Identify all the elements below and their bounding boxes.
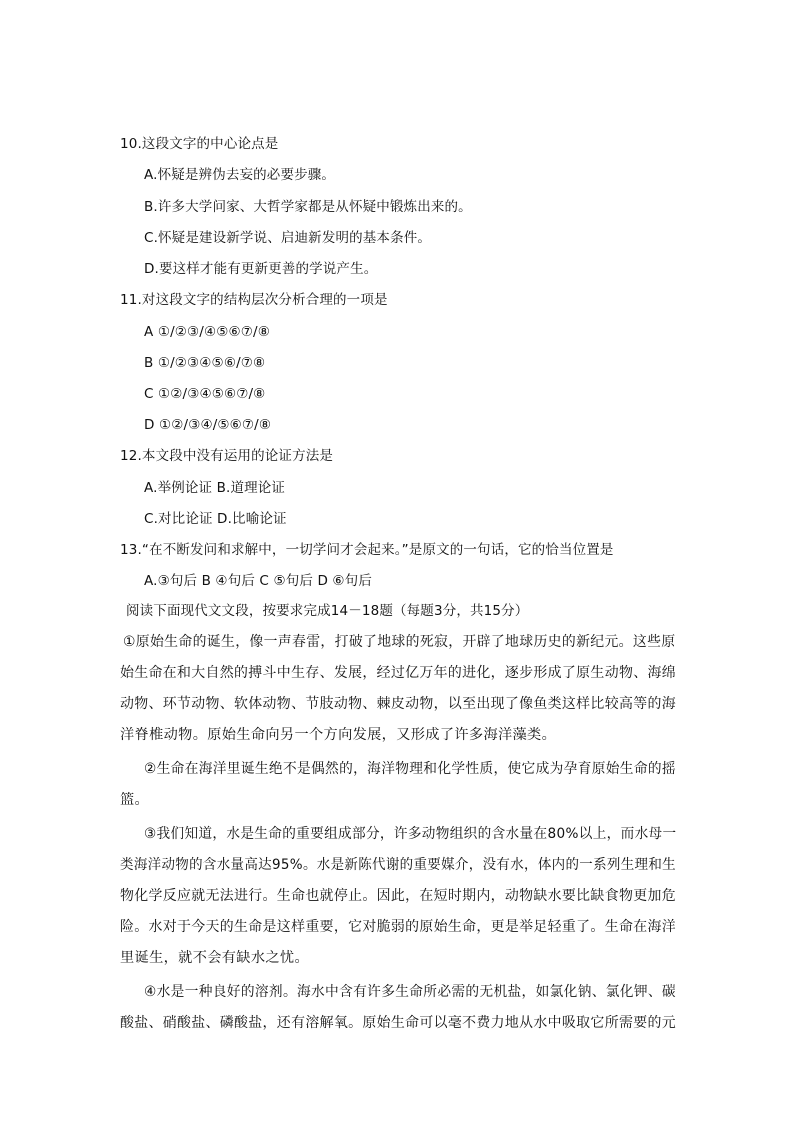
- paragraph-1-line: 始生命在和大自然的搏斗中生存、发展，经过亿万年的进化，逐步形成了原生动物、海绵: [120, 665, 676, 681]
- paragraph-4-line: ④水是一种良好的溶剂。海水中含有许多生命所必需的无机盐，如氯化钠、氯化钾、碳: [144, 984, 676, 1000]
- paragraph-1-line: ①原始生命的诞生，像一声春雷，打破了地球的死寂，开辟了地球历史的新纪元。这些原: [123, 634, 676, 650]
- question-10-option-d: D.要这样才能有更新更善的学说产生。: [144, 261, 378, 277]
- question-12-options-cd: C.对比论证 D.比喻论证: [144, 511, 287, 527]
- paragraph-3-line: 险。水对于今天的生命是这样重要，它对脆弱的原始生命，更是举足轻重了。生命在海洋: [120, 919, 676, 935]
- paragraph-3-line: 里诞生，就不会有缺水之忧。: [120, 950, 309, 966]
- question-13-options: A.③句后 B ④句后 C ⑤句后 D ⑥句后: [144, 573, 372, 589]
- paragraph-3-line: 物化学反应就无法进行。生命也就停止。因此，在短时期内，动物缺水要比缺食物更加危: [120, 888, 676, 904]
- question-11-option-d: D ①②/③④/⑤⑥⑦/⑧: [144, 417, 272, 433]
- question-11-option-c: C ①②/③④⑤⑥⑦/⑧: [144, 386, 266, 402]
- reading-intro: 阅读下面现代文文段，按要求完成14－18题（每题3分，共15分）: [126, 603, 529, 619]
- question-11-option-b: B ①/②③④⑤⑥/⑦⑧: [144, 355, 266, 371]
- question-10-option-c: C.怀疑是建设新学说、启迪新发明的基本条件。: [144, 230, 432, 246]
- question-12-options-ab: A.举例论证 B.道理论证: [144, 480, 286, 496]
- question-11-stem: 11.对这段文字的结构层次分析合理的一项是: [120, 292, 388, 308]
- question-12-stem: 12.本文段中没有运用的论证方法是: [120, 448, 334, 464]
- paragraph-2-line: 篮。: [120, 792, 150, 808]
- paragraph-4-line: 酸盐、硝酸盐、磷酸盐，还有溶解氧。原始生命可以毫不费力地从水中吸取它所需要的元: [120, 1015, 676, 1031]
- question-11-option-a: A ①/②③/④⑤⑥⑦/⑧: [144, 324, 270, 340]
- paragraph-1-line: 动物、环节动物、软体动物、节肢动物、棘皮动物，以至出现了像鱼类这样比较高等的海: [120, 696, 676, 712]
- question-10-option-a: A.怀疑是辨伪去妄的必要步骤。: [144, 167, 336, 183]
- paragraph-3-line: ③我们知道，水是生命的重要组成部分，许多动物组织的含水量在80%以上，而水母一: [144, 826, 677, 842]
- question-10-option-b: B.许多大学问家、大哲学家都是从怀疑中锻炼出来的。: [144, 199, 472, 215]
- question-10-stem: 10.这段文字的中心论点是: [120, 136, 279, 152]
- question-13-stem: 13.“在不断发问和求解中，一切学问才会起来。”是原文的一句话，它的恰当位置是: [120, 542, 614, 558]
- paragraph-2-line: ②生命在海洋里诞生绝不是偶然的，海洋物理和化学性质，使它成为孕育原始生命的摇: [144, 761, 676, 777]
- paragraph-1-line: 洋脊椎动物。原始生命向另一个方向发展，又形成了许多海洋藻类。: [120, 727, 557, 743]
- paragraph-3-line: 类海洋动物的含水量高达95%。水是新陈代谢的重要媒介，没有水，体内的一系列生理和生: [120, 857, 676, 873]
